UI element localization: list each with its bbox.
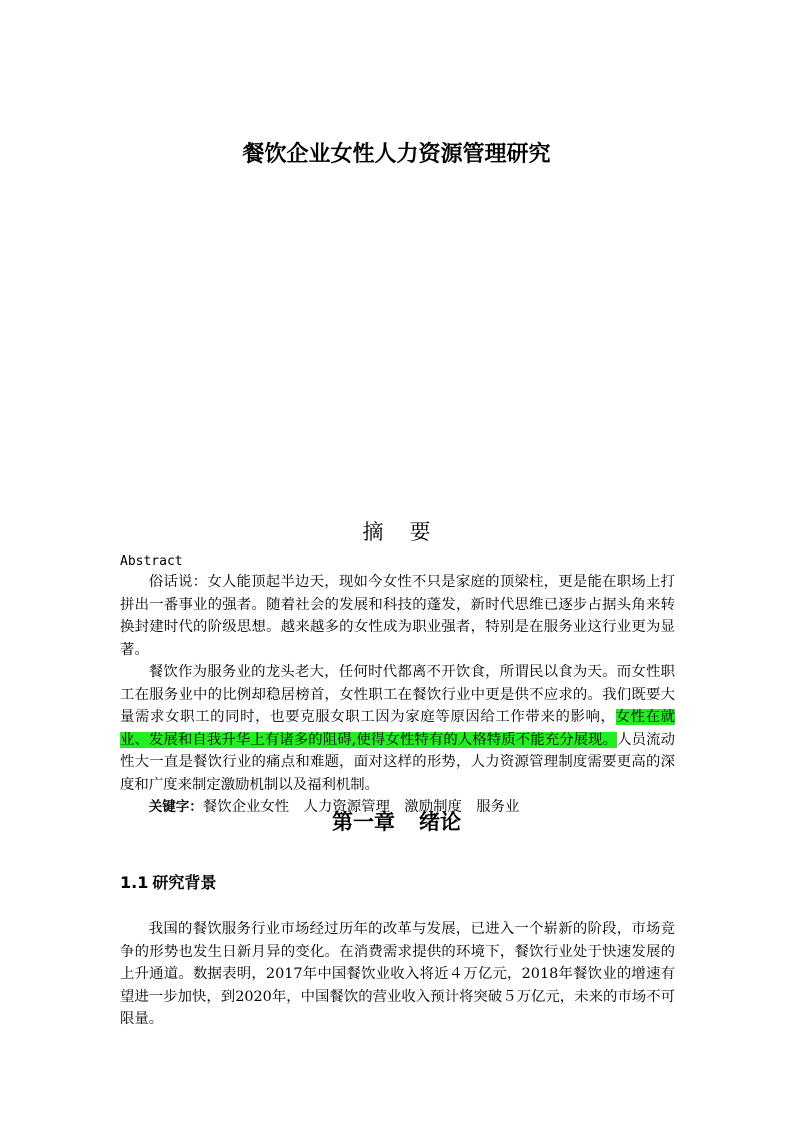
keyword-item: 人力资源管理 <box>303 799 390 815</box>
chapter-heading <box>0 806 793 838</box>
abstract-paragraph-2 <box>120 661 675 796</box>
abstract-paragraph-2-text-after: 人员流动性大一直是餐饮行业的痛点和难题，面对这样的形势，人力资源管理制度需要更高的深度和广度来制定激励机制以及福利机制。 <box>120 731 675 793</box>
keyword-item: 服务业 <box>476 799 520 815</box>
section-title: 研究背景 <box>152 873 217 892</box>
section-paragraph-1: 我国的餐饮服务行业市场经过历年的改革与发展，已进入一个崭新的阶段，市场竞争的形势也发生日新月异的变化。在消费需求提供的环境下，餐饮行业处于快速发展的上升通道。数据表明，2017年中国餐饮业收入将近４万亿元，2018年餐饮业的增速有望进一步加快，到2020年，中国餐饮的营业收入预计将突破５万亿元，未来的市场不可限量。 <box>120 921 675 1027</box>
section-heading <box>120 870 216 896</box>
section-body <box>120 918 675 1031</box>
abstract-heading: 摘要 <box>362 520 457 544</box>
section-number: 1.1 <box>120 873 149 892</box>
abstract-paragraph-2-text-before: 餐饮作为服务业的龙头老大，任何时代都离不开饮食，所谓民以食为天。而女性职工在服务业中的比例却稳居榜首，女性职工在餐饮行业中更是供不应求的。我们既要大量需求女职工的同时，也要克服女职工因为家庭等原因给工作带来的影响， <box>120 664 675 725</box>
abstract-paragraph-1: 俗话说：女人能顶起半边天，现如今女性不只是家庭的顶梁柱，更是能在职场上打拼出一番事业的强者。随着社会的发展和科技的蓬发，新时代思维已逐步占据头角来转换封建时代的阶级思想。越来越多的女性成为职业强者，特别是在服务业这行业更为显著。 <box>120 574 675 658</box>
chapter-number: 第一章 <box>332 810 395 834</box>
keywords-label: 关键字： <box>148 799 203 815</box>
document-title: 餐饮企业女性人力资源管理研究 <box>242 142 551 167</box>
abstract-label: Abstract <box>120 554 183 569</box>
keyword-item: 餐饮企业女性 <box>202 799 290 815</box>
highlighted-text: 女性在就业、发展和自我升华上有诸多的阻碍,使得女性特有的人格特质不能充分展现。 <box>120 709 675 748</box>
chapter-title: 绪论 <box>419 810 461 834</box>
keyword-item: 激励制度 <box>404 799 462 815</box>
abstract-body <box>120 571 675 819</box>
